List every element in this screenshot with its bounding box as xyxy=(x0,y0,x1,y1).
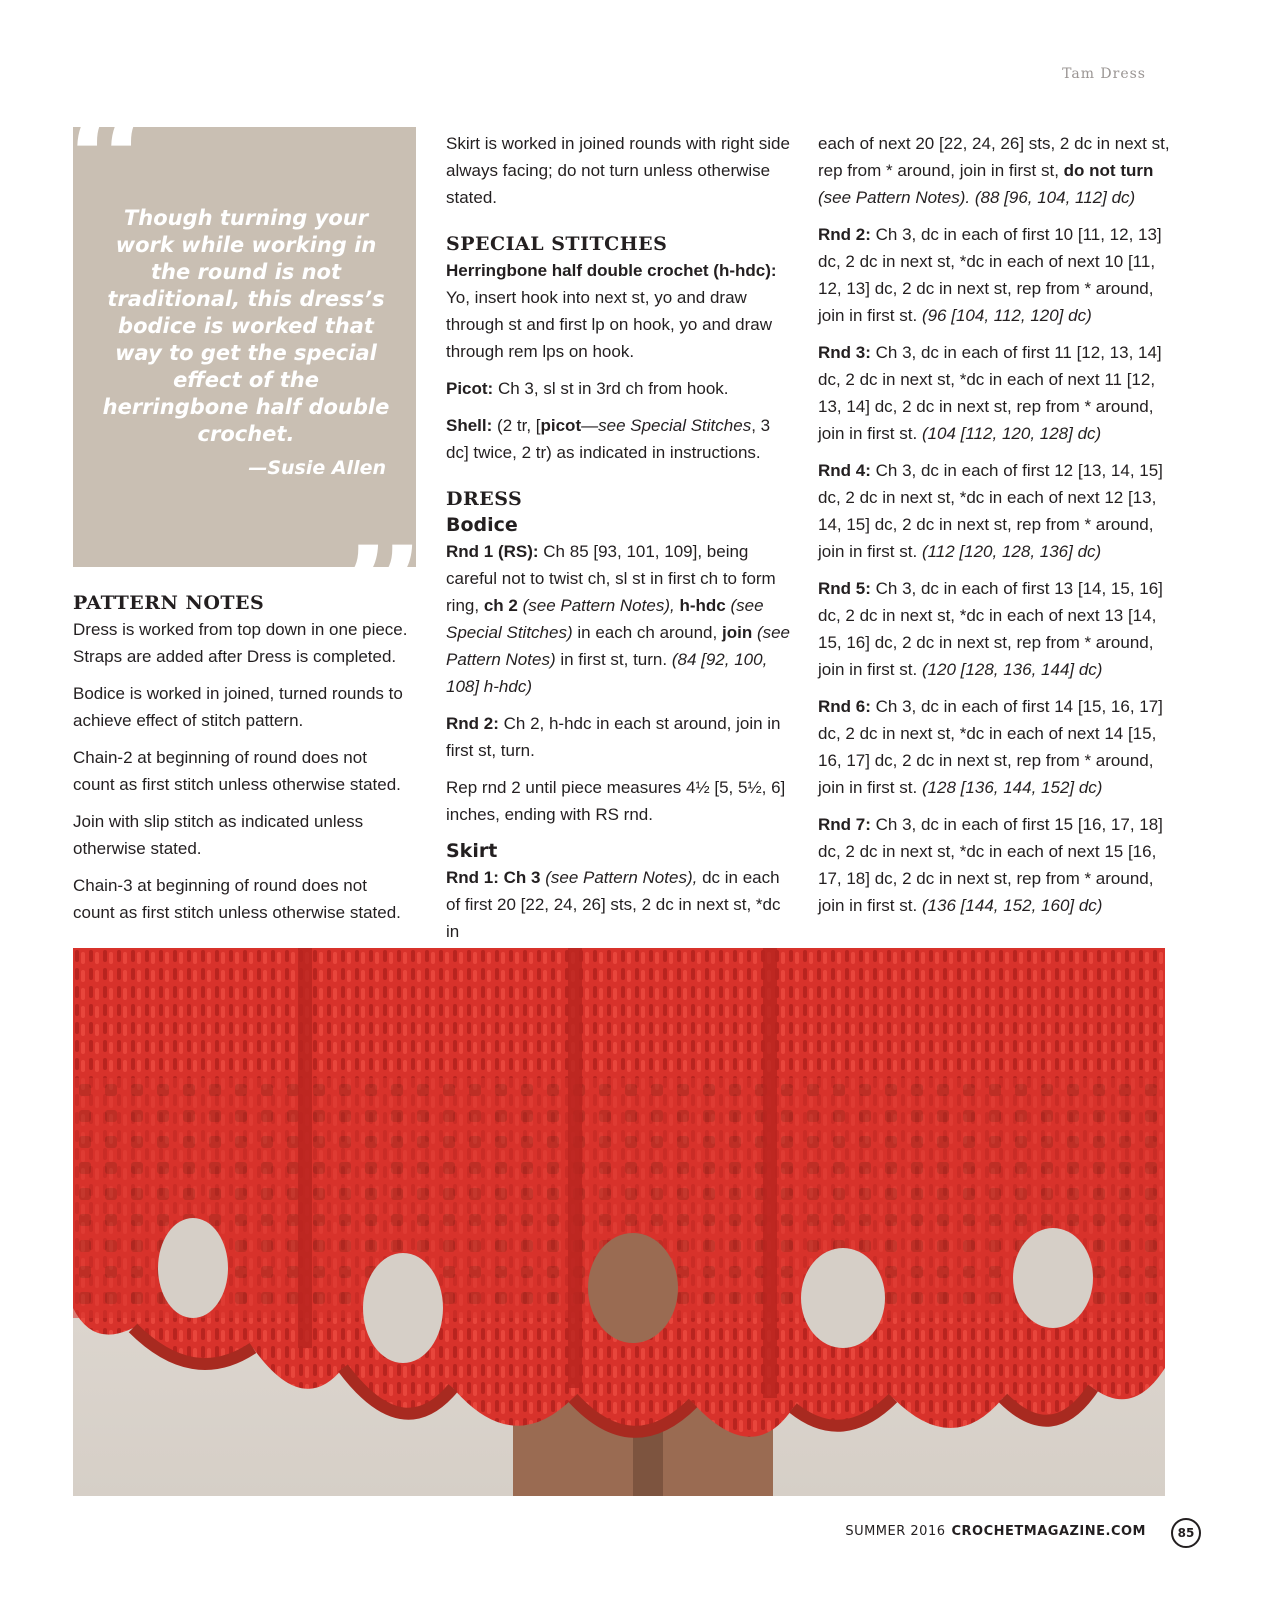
open-quote-icon: “ xyxy=(67,74,154,250)
skirt-rnd-6: Rnd 6: Ch 3, dc in each of first 14 [15, 16, 17] dc, 2 dc in next st, *dc in each of next 14 [15, 16, 17] dc, 2 dc in next st, rep from * around, join in first st. (128 [136, 144, 152] dc) xyxy=(818,697,1163,797)
skirt-rnd-3: Rnd 3: Ch 3, dc in each of first 11 [12, 13, 14] dc, 2 dc in next st, *dc in each of next 11 [12, 13, 14] dc, 2 dc in next st, rep from * around, join in first st. (104 [112, 120, 128] dc) xyxy=(818,343,1162,443)
skirt-rnd-2: Rnd 2: Ch 3, dc in each of first 10 [11, 12, 13] dc, 2 dc in next st, *dc in each of next 10 [11, 12, 13] dc, 2 dc in next st, rep from * around, join in first st. (96 [104, 112, 120] dc) xyxy=(818,225,1162,325)
pull-quote-text: Though turning your work while working in the round is not traditional, this dress’s bodice is worked that way to get the special effect of the herringbone half double crochet. xyxy=(102,206,390,446)
footer xyxy=(845,1524,1146,1539)
pull-quote-attribution: —Susie Allen xyxy=(248,457,386,479)
note-paragraph: Bodice is worked in joined, turned rounds to achieve effect of stitch pattern. xyxy=(73,684,403,730)
bodice-rnd-1: Rnd 1 (RS): Ch 85 [93, 101, 109], being careful not to twist ch, sl st in first ch to form ring, ch 2 (see Pattern Notes), h-hdc (see Special Stitches) in each ch around, join (see Pattern Notes) in first st, turn. (84 [92, 100, 108] h-hdc) xyxy=(446,542,791,696)
note-paragraph: Join with slip stitch as indicated unless otherwise stated. xyxy=(73,812,364,858)
skirt-heading: Skirt xyxy=(446,840,498,862)
page-number: 85 xyxy=(1171,1518,1201,1548)
special-stitches-heading: SPECIAL STITCHES xyxy=(446,233,668,255)
issue-label: SUMMER 2016 xyxy=(845,1524,946,1539)
skirt-rnd-1-continued: each of next 20 [22, 24, 26] sts, 2 dc in next st, rep from * around, join in first st, do not turn (see Pattern Notes). (88 [96, 104, 112] dc) xyxy=(818,134,1170,207)
crochet-dress-photo xyxy=(73,948,1165,1496)
picot-definition: Picot: Ch 3, sl st in 3rd ch from hook. xyxy=(446,379,729,398)
column-right xyxy=(818,130,1170,929)
hhdc-definition: Herringbone half double crochet (h-hdc): Yo, insert hook into next st, yo and draw through st and first lp on hook, yo and draw through rem lps on hook. xyxy=(446,261,777,361)
skirt-rnd-1: Rnd 1: Ch 3 (see Pattern Notes), dc in each of first 20 [22, 24, 26] sts, 2 dc in next st, *dc in xyxy=(446,868,781,941)
bodice-repeat: Rep rnd 2 until piece measures 4½ [5, 5½, 6] inches, ending with RS rnd. xyxy=(446,778,786,824)
skirt-rnd-7: Rnd 7: Ch 3, dc in each of first 15 [16, 17, 18] dc, 2 dc in next st, *dc in each of next 15 [16, 17, 18] dc, 2 dc in next st, rep from * around, join in first st. (136 [144, 152, 160] dc) xyxy=(818,815,1163,915)
note-paragraph: Chain-2 at beginning of round does not count as first stitch unless otherwise stated. xyxy=(73,748,401,794)
skirt-rnd-5: Rnd 5: Ch 3, dc in each of first 13 [14, 15, 16] dc, 2 dc in next st, *dc in each of next 13 [14, 15, 16] dc, 2 dc in next st, rep from * around, join in first st. (120 [128, 136, 144] dc) xyxy=(818,579,1163,679)
running-head: Tam Dress xyxy=(1062,66,1146,82)
note-paragraph: Chain-3 at beginning of round does not count as first stitch unless otherwise stated. xyxy=(73,876,401,922)
pattern-notes xyxy=(73,590,413,936)
magazine-site: CROCHETMAGAZINE.COM xyxy=(951,1524,1146,1539)
pattern-notes-heading: PATTERN NOTES xyxy=(73,592,265,614)
bodice-rnd-2: Rnd 2: Ch 2, h-hdc in each st around, join in first st, turn. xyxy=(446,714,781,760)
column-middle xyxy=(446,130,791,955)
skirt-note: Skirt is worked in joined rounds with right side always facing; do not turn unless otherwise stated. xyxy=(446,134,790,207)
shell-definition: Shell: (2 tr, [picot—see Special Stitches, 3 dc] twice, 2 tr) as indicated in instructions. xyxy=(446,416,771,462)
skirt-rnd-4: Rnd 4: Ch 3, dc in each of first 12 [13, 14, 15] dc, 2 dc in next st, *dc in each of next 12 [13, 14, 15] dc, 2 dc in next st, rep from * around, join in first st. (112 [120, 128, 136] dc) xyxy=(818,461,1163,561)
note-paragraph: Dress is worked from top down in one piece. Straps are added after Dress is completed. xyxy=(73,620,408,666)
bodice-heading: Bodice xyxy=(446,514,518,536)
close-quote-icon: ” xyxy=(337,514,424,690)
dress-heading: DRESS xyxy=(446,488,523,510)
